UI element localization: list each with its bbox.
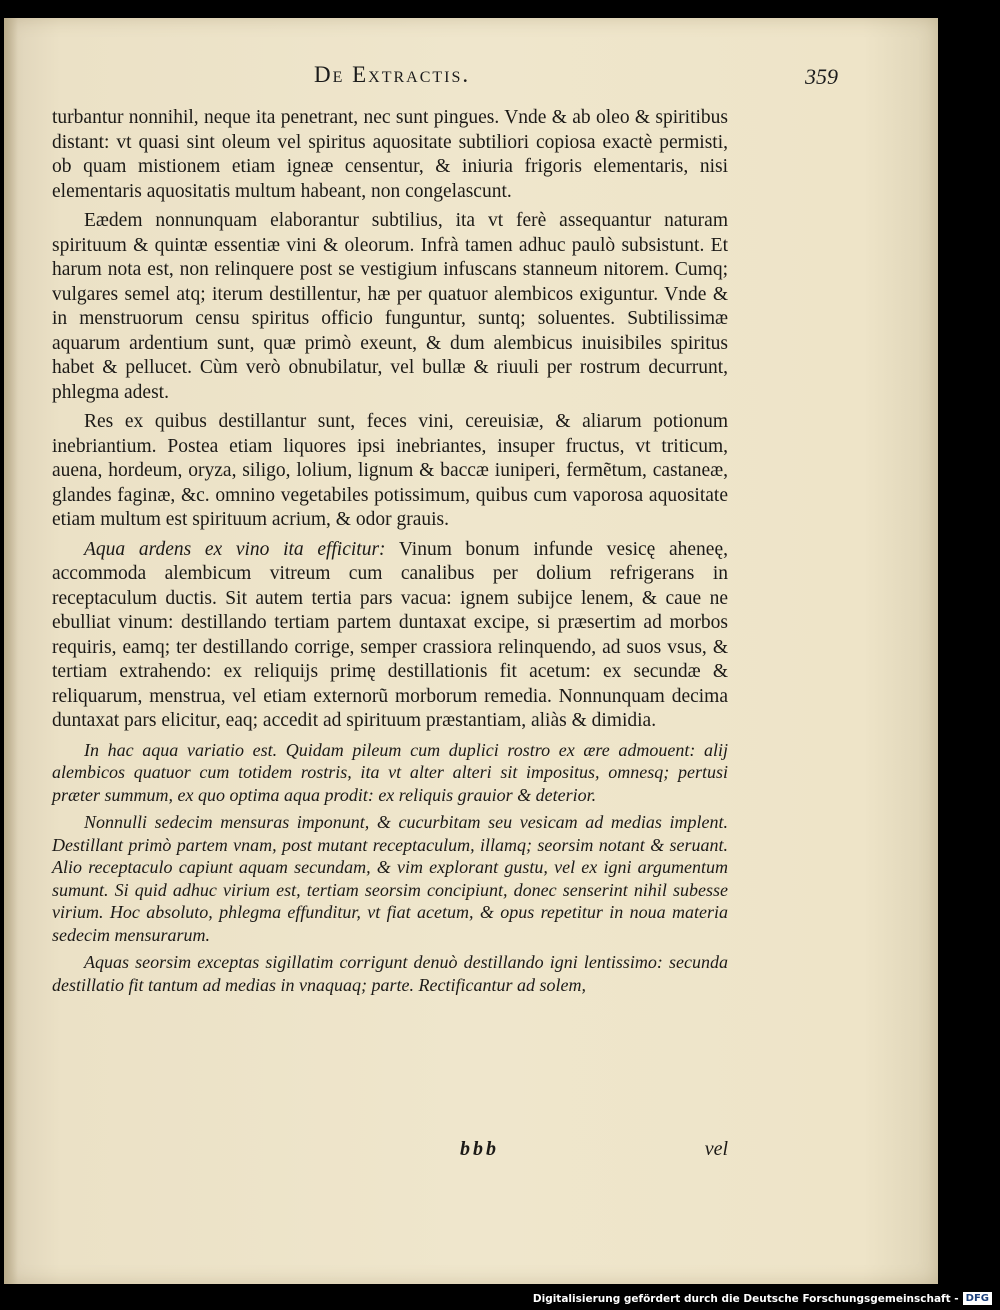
italic-paragraph-3: Aquas seorsim exceptas sigillatim corrigunt denuò destillando igni lentissimo: secunda destillatio fit tantum ad medias in vnaquaq; parte. Rectificantur ad solem,	[52, 952, 728, 995]
recipe-text: Vinum bonum infunde vesicę aheneę, accommoda alembicum vitreum cum canalibus per dolium refrigerans in receptaculum ductis. Sit autem tertia pars vacua: ignem subijce lenem, & caue ne ebulliat vinum: destillando tertiam partem duntaxat excipe, si præsertim ad morbos requiris, eamq; ter destillando corrige, semper crassiora relinquendo, ad suos vsus, & tertiam extrahendo: ex reliquijs primę destillationis fit acetum: ex secundæ & reliquarum, menstrua, vel etiam externorũ morborum remedia. Nonnunquam decima duntaxat pars elicitur, eaq; accedit ad spirituum præstantiam, aliàs & dimidia.	[52, 538, 728, 731]
dfg-logo: DFG	[963, 1292, 992, 1305]
book-page	[4, 18, 938, 1284]
paragraph-3: Res ex quibus destillantur sunt, feces vini, cereuisiæ, & aliarum potionum inebriantium. Postea etiam liquores ipsi inebriantes, insuper fructus, vt triticum, auena, hordeum, oryza, siligo, lolium, lignum & baccæ iuniperi, fermẽtum, castaneæ, glandes faginæ, &c. omnino vegetabiles potissimum, quibus cum vaporosa aquositate etiam multum est spirituum acrium, & odor grauis.	[52, 411, 728, 530]
body-text	[52, 106, 728, 1001]
digitization-credit	[533, 1292, 992, 1305]
catchword: vel	[704, 1138, 728, 1160]
paragraph-1: turbantur nonnihil, neque ita penetrant, nec sunt pingues. Vnde & ab oleo & spiritibus distant: vt quasi sint oleum vel spiritus aquositate subtiliori copiosa exactè permisti, ob quam mistionem etiam igneæ censentur, & iniuria frigoris elementaris, nisi elementaris aquositatis multum habeant, non congelascunt.	[52, 107, 728, 202]
page-number: 359	[805, 64, 838, 89]
paragraph-2: Eædem nonnunquam elaborantur subtilius, ita vt ferè assequantur naturam spirituum & quintæ essentiæ vini & oleorum. Infrà tamen adhuc paulò subsistunt. Et harum nota est, non relinquere post se vestigium infuscans stanneum nitorem. Cumq; vulgares semel atq; iterum destillentur, hæ per quatuor alembicos exiguntur. Vnde & in menstruorum censu spiritus officio funguntur, suntq; soluentes. Subtilissimæ aquarum ardentium sunt, quæ primò exeunt, & dum alembicus inuisibiles spiritus habet & pellucet. Cùm verò obnubilatur, vel bullæ & riuuli per rostrum decurrunt, phlegma adest.	[52, 210, 728, 403]
recipe-paragraph	[52, 538, 728, 734]
credit-text: Digitalisierung gefördert durch die Deutsche Forschungsgemeinschaft -	[532, 1292, 959, 1305]
recipe-lead: Aqua ardens ex vino ita efficitur:	[84, 538, 386, 560]
italic-paragraph-1: In hac aqua variatio est. Quidam pileum cum duplici rostro ex ære admouent: alij alembicos quatuor cum totidem rostris, ita vt alter alteri sit impositus, omnesq; pertusi præter summum, ex quo optima aqua prodit: ex reliquis grauior & deterior.	[52, 739, 728, 805]
italic-paragraph-2: Nonnulli sedecim mensuras imponunt, & cucurbitam seu vesicam ad medias implent. Destillant primò partem vnam, post mutant receptaculum, illamq; seorsim notant & seruant. Alio receptaculo capiunt aquam secundam, & vim explorant gustu, vel ex igni argumentum sumunt. Si quid adhuc virium est, tertiam seorsim concipiunt, donec senserint nihil subesse virium. Hoc absoluto, phlegma effunditur, vt fiat acetum, & opus repetitur in noua materia sedecim mensurarum.	[52, 812, 728, 945]
page-footer	[52, 1138, 728, 1162]
signature-mark: bbb	[460, 1138, 499, 1160]
page-header	[304, 62, 838, 96]
page-gutter-shadow	[4, 18, 18, 1284]
running-title: De Extractis.	[314, 62, 471, 87]
